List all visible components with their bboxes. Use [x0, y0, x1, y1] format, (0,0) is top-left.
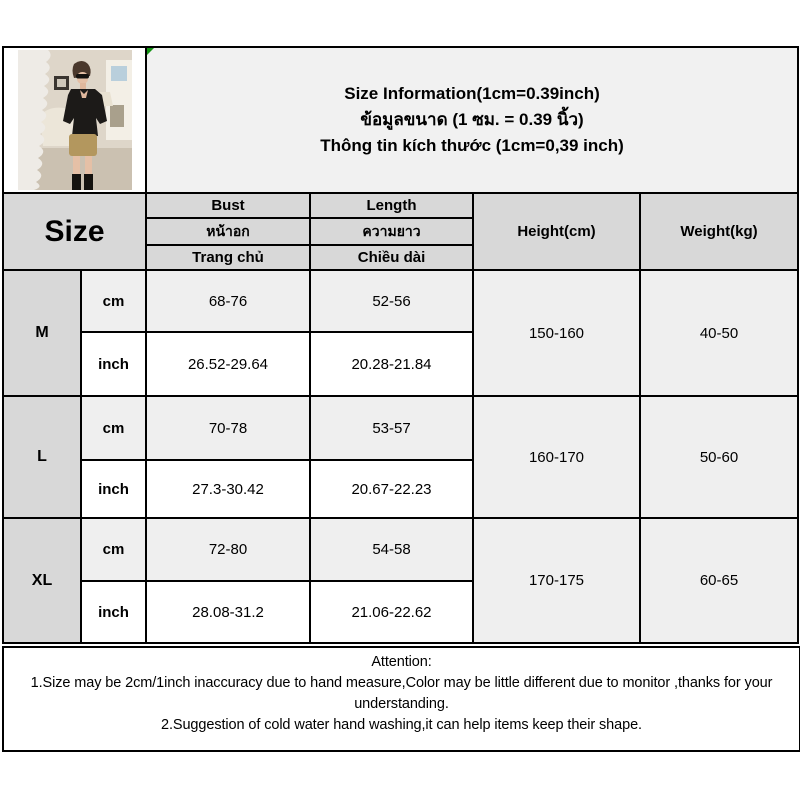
bust-header-vi: Trang chủ: [146, 245, 310, 270]
xl-weight: 60-65: [640, 518, 798, 643]
table-row: [3, 270, 798, 332]
unit-inch: inch: [81, 460, 146, 518]
m-bust-cm: 68-76: [146, 270, 310, 332]
unit-cm: cm: [81, 518, 146, 581]
table-row: [3, 396, 798, 460]
unit-cm: cm: [81, 396, 146, 460]
left-leg: [73, 156, 80, 176]
size-label-l: L: [3, 396, 81, 518]
product-photo: [4, 50, 145, 190]
m-length-cm: 52-56: [310, 270, 473, 332]
title-vietnamese: Thông tin kích thước (1cm=0,39 inch): [320, 136, 624, 155]
size-label-xl: XL: [3, 518, 81, 643]
title-english: Size Information(1cm=0.39inch): [344, 84, 600, 103]
title-cell: [146, 47, 798, 193]
model-photo-illustration: [18, 50, 132, 190]
m-length-inch: 20.28-21.84: [310, 332, 473, 396]
table-row: [3, 518, 798, 581]
m-height: 150-160: [473, 270, 640, 396]
l-length-inch: 20.67-22.23: [310, 460, 473, 518]
m-bust-inch: 26.52-29.64: [146, 332, 310, 396]
height-header: Height(cm): [473, 193, 640, 270]
window-picture: [111, 66, 127, 81]
attention-heading: Attention:: [371, 654, 432, 670]
l-bust-inch: 27.3-30.42: [146, 460, 310, 518]
left-boot: [72, 174, 81, 190]
attention-item-1: 1.Size may be 2cm/1inch inaccuracy due to hand measure,Color may be little different due to monitor ,thanks for your understanding.: [30, 675, 773, 712]
l-bust-cm: 70-78: [146, 396, 310, 460]
l-weight: 50-60: [640, 396, 798, 518]
neck: [80, 83, 86, 89]
xl-length-cm: 54-58: [310, 518, 473, 581]
product-photo-cell: [3, 47, 146, 193]
size-label-m: M: [3, 270, 81, 396]
size-column-header: Size: [3, 193, 146, 270]
unit-cm: cm: [81, 270, 146, 332]
cell-flag-icon: [147, 48, 154, 55]
right-leg: [85, 156, 92, 176]
xl-length-inch: 21.06-22.62: [310, 581, 473, 643]
size-table: [2, 46, 799, 644]
length-header-en: Length: [310, 193, 473, 218]
l-height: 160-170: [473, 396, 640, 518]
bust-header-th: หน้าอก: [146, 218, 310, 245]
length-header-vi: Chiều dài: [310, 245, 473, 270]
unit-inch: inch: [81, 581, 146, 643]
l-length-cm: 53-57: [310, 396, 473, 460]
length-header-th: ความยาว: [310, 218, 473, 245]
title-thai: ข้อมูลขนาด (1 ซม. = 0.39 นิ้ว): [360, 110, 584, 129]
bust-header-en: Bust: [146, 193, 310, 218]
khaki-skirt: [69, 134, 97, 156]
sideboard: [110, 105, 124, 127]
sunglasses: [76, 74, 89, 79]
xl-bust-inch: 28.08-31.2: [146, 581, 310, 643]
xl-bust-cm: 72-80: [146, 518, 310, 581]
attention-item-2: 2.Suggestion of cold water hand washing,it can help items keep their shape.: [161, 717, 642, 733]
xl-height: 170-175: [473, 518, 640, 643]
attention-box: [2, 646, 800, 752]
right-boot: [84, 174, 93, 190]
weight-header: Weight(kg): [640, 193, 798, 270]
unit-inch: inch: [81, 332, 146, 396]
m-weight: 40-50: [640, 270, 798, 396]
